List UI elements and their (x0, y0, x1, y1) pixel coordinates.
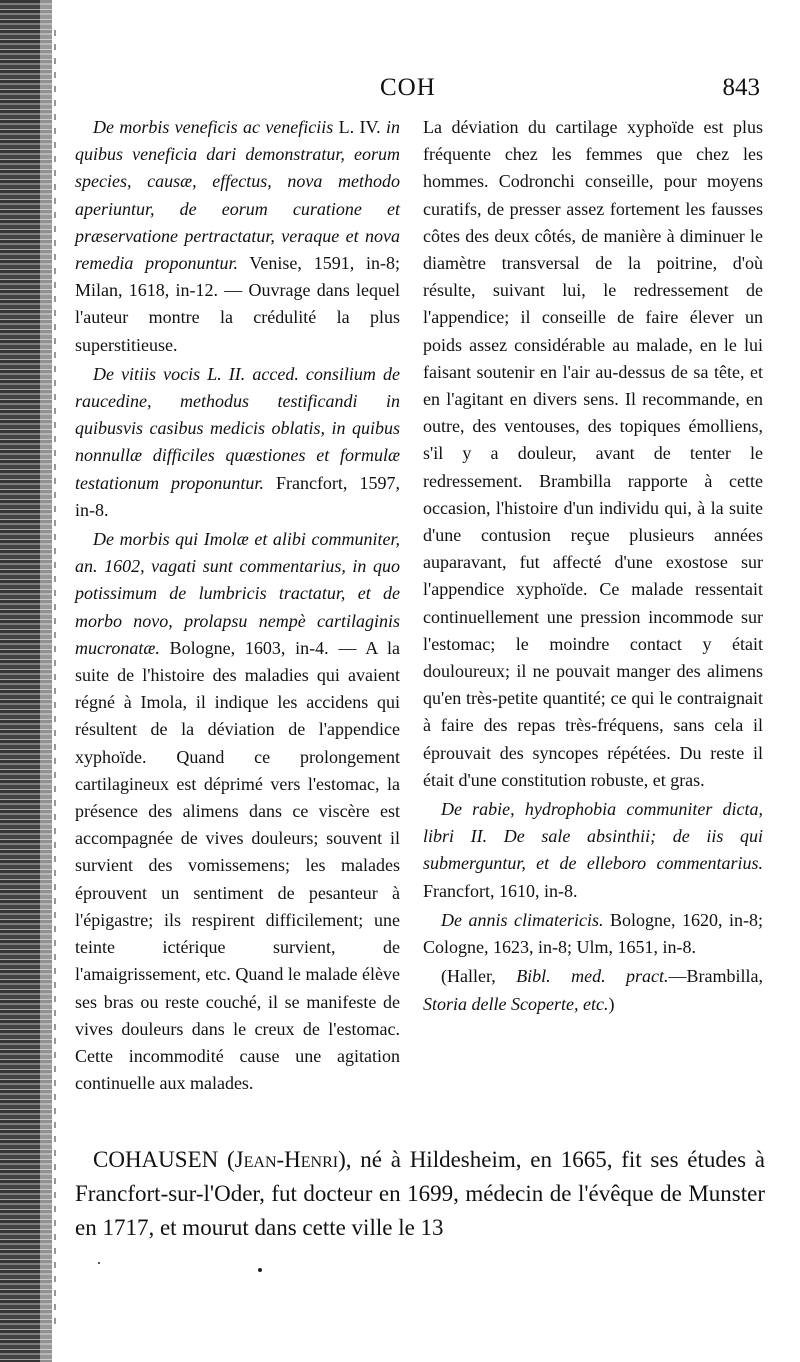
entry-de-rabie (423, 796, 763, 905)
entry-title: De morbis qui Imolæ et alibi communiter, an. 1602, vagati sunt commentarius, in quo potissimum de lumbricis tractatur, et de morbo novo, prolapsu nempè cartilaginis mucronatæ. (75, 529, 400, 658)
page-number: 843 (722, 74, 760, 101)
biography-paragraph (75, 1143, 765, 1245)
entry-title: De vitiis vocis L. II. acced. consilium de raucedine, methodus testificandi in quibusvis casibus medicis oblatis, in quibus nonnullæ difficiles quæstiones et formulæ testationum proponuntur. (75, 363, 400, 493)
citation-haller-title: Bibl. med. pract. (516, 966, 669, 987)
page-header (72, 74, 772, 104)
left-column (75, 114, 400, 1099)
entry-title: De morbis veneficis ac veneficiis (93, 117, 334, 137)
biography-cohausen (75, 1143, 765, 1245)
entry-de-morbis-imolae (75, 526, 400, 1097)
citation-close: ) (608, 993, 615, 1014)
entry-imprint-and-commentary: Bologne, 1603, in-4. — A la suite de l'histoire des maladies qui avaient régné à Imola, il indique les accidens qui résultent de la déviation de l'appendice xyphoïde. Quand ce prolongement cartilagineux est déprimé vers l'estomac, la présence des alimens dans ce viscère est accompagnée de vives douleurs; souvent il survient des vomissemens; les malades éprouvent un sentiment de pesanteur à l'épigastre; ils respirent difficilement; une teinte ictérique survient, de l'amaigrissement, etc. Quand le malade élève ses bras ou reste couché, il se manifeste de vives douleurs dans le creux de l'estomac. Cette incommodité cause une agitation continuelle aux malades. (75, 637, 400, 1094)
entry-title: De rabie, hydrophobia communiter dicta, libri II. De sale absinthii; de iis qui submerguntur, et de elleboro commentarius. (423, 799, 763, 874)
citation-separator: —Brambilla, (668, 966, 764, 987)
binding-shadow (54, 30, 56, 1330)
entry-de-vitiis-vocis (75, 361, 400, 524)
book-binding-edge (0, 0, 60, 1362)
running-head: COH (380, 74, 436, 101)
entry-book: L. IV. (333, 117, 386, 137)
citation-open: (Haller, (441, 966, 517, 987)
entry-de-annis-climatericis (423, 907, 763, 961)
ink-speck (98, 1262, 100, 1264)
entry-de-morbis-veneficis (75, 114, 400, 359)
entry-title: De annis climatericis. (441, 909, 604, 930)
entry-imprint: Bologne, 1620, in-8; Cologne, 1623, in-8; Ulm, 1651, in-8. (423, 909, 763, 958)
entry-imprint: Francfort, 1610, in-8. (423, 880, 578, 901)
citation-brambilla-title: Storia delle Scoperte, etc. (423, 993, 609, 1014)
sources-citation (423, 963, 763, 1017)
biography-text: , né à Hildesheim, en 1665, fit ses études à Francfort-sur-l'Oder, fut docteur en 1699, médecin de l'évêque de Munster en 1717, et mourut dans cette ville le 13 (75, 1147, 765, 1240)
biography-surname: COHAUSEN (93, 1147, 219, 1172)
entry-imprint: Francfort, 1597, in-8. (75, 472, 400, 520)
ink-speck (258, 1268, 262, 1272)
biography-given-name: (Jean-Henri) (227, 1147, 346, 1172)
column-gutter (408, 116, 409, 1106)
entry-subtitle: in quibus veneficia dari demonstratur, eorum species, causæ, effectus, nova methodo aperiuntur, de eorum curatione et præservatione pertractatur, veraque et nova remedia proponuntur. (75, 117, 401, 274)
entry-imprint: Venise, 1591, in-8; Milan, 1618, in-12. — Ouvrage dans lequel l'auteur montre la crédulité la plus superstitieuse. (75, 253, 400, 355)
right-column (423, 114, 763, 1020)
commentary-continued: La déviation du cartilage xyphoïde est plus fréquente chez les femmes que chez les hommes. Codronchi conseille, pour moyens curatifs, de presser assez fortement les fausses côtes des deux côtés, de manière à diminuer le diamètre transversal de la poitrine, d'où résulte, suivant lui, le redressement de l'appendice; il conseille de faire élever un poids assez considérable au malade, en le lui faisant soutenir en l'air au-dessus de sa tête, et en l'agitant en divers sens. Il recommande, en outre, des ventouses, des topiques émolliens, s'il y a douleur, avant de tenter le redressement. Brambilla rapporte à cette occasion, l'histoire d'un individu qui, à la suite d'une contusion reçue plusieurs années auparavant, fut affecté d'une exostose sur l'appendice xyphoïde. Ce malade ressentait continuellement une pression incommode sur l'estomac; le moindre contact y était douloureux; il ne pouvait manger des alimens qu'en très-petite quantité; ce qui le contraignait à faire des repas très-fréquens, sans cela il éprouvait des syncopes répétées. Du reste il était d'une constitution robuste, et gras. (423, 117, 763, 790)
